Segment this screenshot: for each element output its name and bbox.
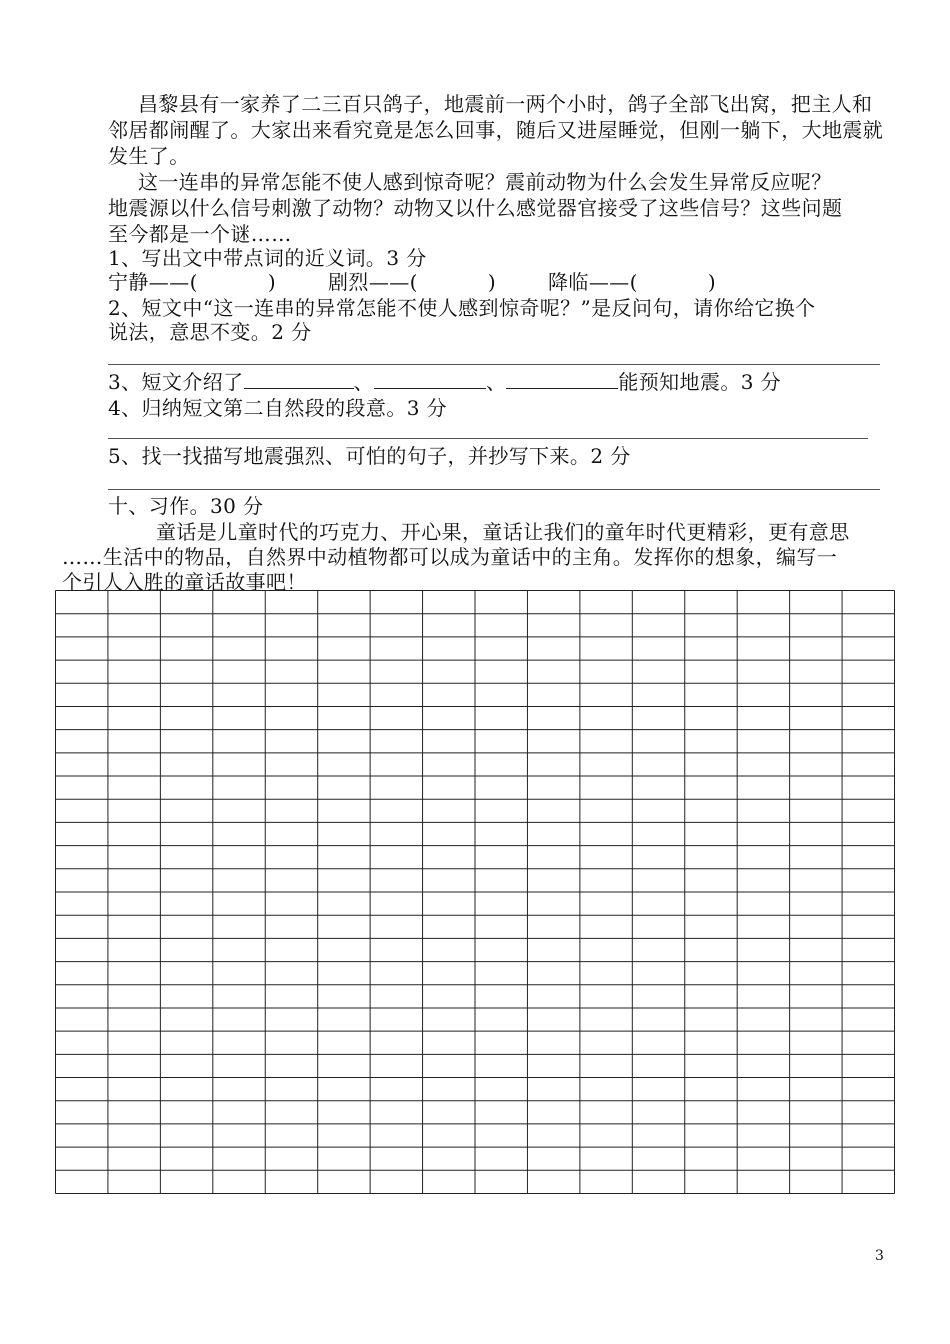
- bracket-close: ): [707, 270, 717, 294]
- answer-blank-2[interactable]: [374, 370, 486, 389]
- passage-line: 昌黎县有一家养了二三百只鸽子，地震前一两个小时，鸽子全部飞出窝，把主人和: [138, 92, 873, 116]
- answer-blank-1[interactable]: [244, 370, 354, 389]
- bracket-close: ): [267, 270, 277, 294]
- composition-heading: 十、习作。30 分: [108, 494, 264, 518]
- answer-line[interactable]: [108, 489, 880, 490]
- passage-line: 发生了。: [108, 144, 190, 168]
- question-1: 1、写出文中带点词的近义词。3 分: [108, 246, 427, 270]
- passage-line: 地震源以什么信号刺激了动物？动物又以什么感觉器官接受了这些信号？这些问题: [108, 196, 843, 220]
- bracket-close: ): [487, 270, 497, 294]
- answer-line[interactable]: [108, 364, 880, 365]
- passage-line: 邻居都闹醒了。大家出来看究竟是怎么回事，随后又进屋睡觉，但刚一躺下，大地震就: [108, 118, 884, 142]
- question-2: 2、短文中“这一连串的异常怎能不使人感到惊奇呢？”是反问句，请你给它换个: [108, 296, 816, 320]
- question-4: 4、归纳短文第二自然段的段意。3 分: [108, 396, 448, 420]
- separator: 、: [485, 370, 507, 394]
- question-5: 5、找一找描写地震强烈、可怕的句子，并抄写下来。2 分: [108, 444, 631, 468]
- separator: 、: [353, 370, 374, 394]
- synonym-item-2: 剧烈——(: [328, 270, 418, 294]
- composition-prompt-line: 个引人入胜的童话故事吧！: [62, 570, 307, 594]
- question-2-cont: 说法，意思不变。2 分: [108, 320, 312, 344]
- composition-prompt-line: ……生活中的物品，自然界中动植物都可以成为童话中的主角。发挥你的想象，编写一: [62, 545, 838, 569]
- passage-line: 至今都是一个谜……: [108, 222, 292, 246]
- synonym-item-1: 宁静——(: [108, 270, 198, 294]
- passage-line: 这一连串的异常怎能不使人感到惊奇呢？震前动物为什么会发生异常反应呢？: [138, 170, 832, 194]
- question-3-suffix: 能预知地震。3 分: [618, 370, 782, 394]
- question-1-items: [108, 270, 898, 294]
- question-3-prefix: 3、短文介绍了: [108, 370, 244, 394]
- answer-line[interactable]: [108, 438, 868, 439]
- composition-prompt-line: 童话是儿童时代的巧克力、开心果，童话让我们的童年时代更精彩，更有意思: [156, 520, 850, 544]
- question-3: [108, 370, 898, 394]
- answer-blank-3[interactable]: [506, 370, 618, 389]
- synonym-item-3: 降临——(: [548, 270, 638, 294]
- writing-grid[interactable]: [55, 590, 895, 1194]
- page-number: 3: [875, 1248, 884, 1264]
